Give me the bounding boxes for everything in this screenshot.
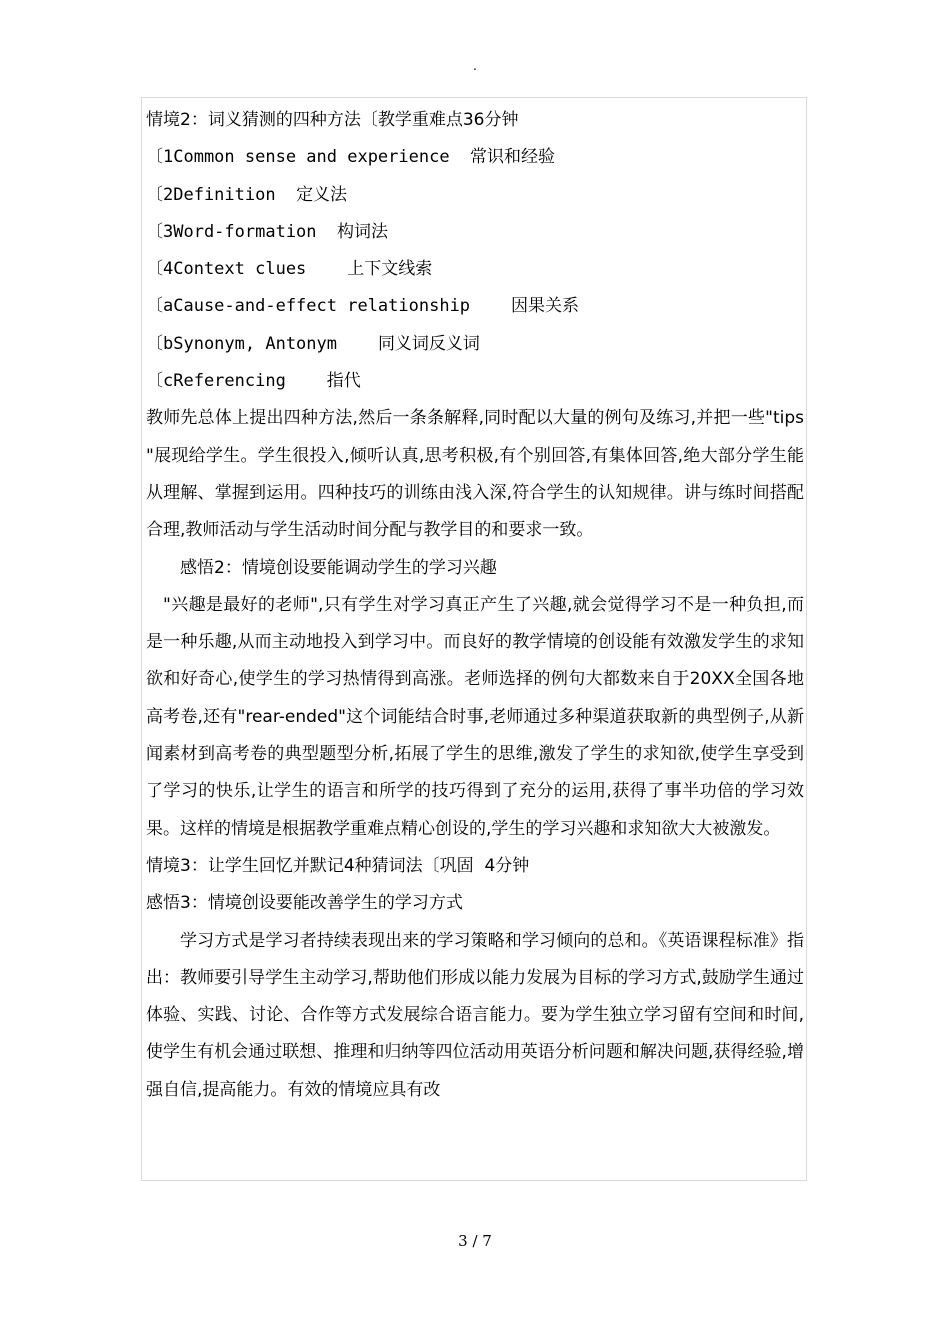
section-2-heading: 情境2：词义猜测的四种方法〔教学重难点36分钟 <box>146 110 519 130</box>
page-number: 3 / 7 <box>458 1232 492 1250</box>
method-item-zh: 常识和经验 <box>470 147 556 168</box>
method-subitem-c <box>146 363 804 400</box>
document-body <box>141 97 807 1181</box>
method-item-en: 〔bSynonym, Antonym <box>146 333 378 354</box>
method-item-4 <box>146 251 804 288</box>
section-2-paragraph: 教师先总体上提出四种方法,然后一条条解释,同时配以大量的例句及练习,并把一些"tips "展现给学生。学生很投入,倾听认真,思考积极,有个别回答,有集体回答,绝大部分学生能从理解、掌握到运用。四种技巧的训练由浅入深,符合学生的认知规律。讲与练时间搭配合理,教师活动与学生活动时间分配与教学目的和要求一致。 <box>146 408 804 541</box>
method-item-zh: 定义法 <box>296 184 348 205</box>
method-item-zh: 上下文线索 <box>347 259 433 280</box>
method-item-en: 〔2Definition <box>146 184 297 205</box>
method-item-en: 〔cReferencing <box>146 371 327 392</box>
method-item-zh: 指代 <box>326 371 361 392</box>
method-item-2 <box>146 177 804 214</box>
method-item-en: 〔1Common sense and experience <box>146 147 471 168</box>
method-subitem-b <box>146 326 804 363</box>
method-item-en: 〔4Context clues <box>146 259 348 280</box>
method-item-en: 〔aCause-and-effect relationship <box>146 296 511 317</box>
method-item-3 <box>146 214 804 251</box>
insight-3-paragraph: 学习方式是学习者持续表现出来的学习策略和学习倾向的总和。《英语课程标准》指出：教师要引导学生主动学习,帮助他们形成以能力发展为目标的学习方式,鼓励学生通过体验、实践、讨论、合作等方式发展综合语言能力。要为学生独立学习留有空间和时间,使学生有机会通过联想、推理和归纳等四位活动用英语分析问题和解决问题,获得经验,增强自信,提高能力。有效的情境应具有改 <box>146 930 804 1100</box>
method-item-zh: 因果关系 <box>511 296 579 317</box>
method-subitem-a <box>146 288 804 325</box>
method-item-zh: 同义词反义词 <box>377 333 480 354</box>
method-item-1 <box>146 139 804 176</box>
insight-3-heading: 感悟3：情境创设要能改善学生的学习方式 <box>146 893 463 914</box>
insight-2-heading: 感悟2：情境创设要能调动学生的学习兴趣 <box>180 557 497 578</box>
method-item-zh: 构词法 <box>337 221 388 242</box>
method-item-en: 〔3Word-formation <box>146 221 337 242</box>
header-mark: . <box>473 59 477 73</box>
section-3-heading: 情境3：让学生回忆并默记4种猜词法〔巩固 4分钟 <box>146 855 530 876</box>
insight-2-paragraph: "兴趣是最好的老师",只有学生对学习真正产生了兴趣,就会觉得学习不是一种负担,而是一种乐趣,从而主动地投入到学习中。而良好的教学情境的创设能有效激发学生的求知欲和好奇心,使学生的学习热情得到高涨。老师选择的例句大都数来自于20XX全国各地高考卷,还有"rear-ended"这个词能结合时事,老师通过多种渠道获取新的典型例子,从新闻素材到高考卷的典型题型分析,拓展了学生的思维,激发了学生的求知欲,使学生享受到了学习的快乐,让学生的语言和所学的技巧得到了充分的运用,获得了事半功倍的学习效果。这样的情境是根据教学重难点精心创设的,学生的学习兴趣和求知欲大大被激发。 <box>146 594 804 839</box>
